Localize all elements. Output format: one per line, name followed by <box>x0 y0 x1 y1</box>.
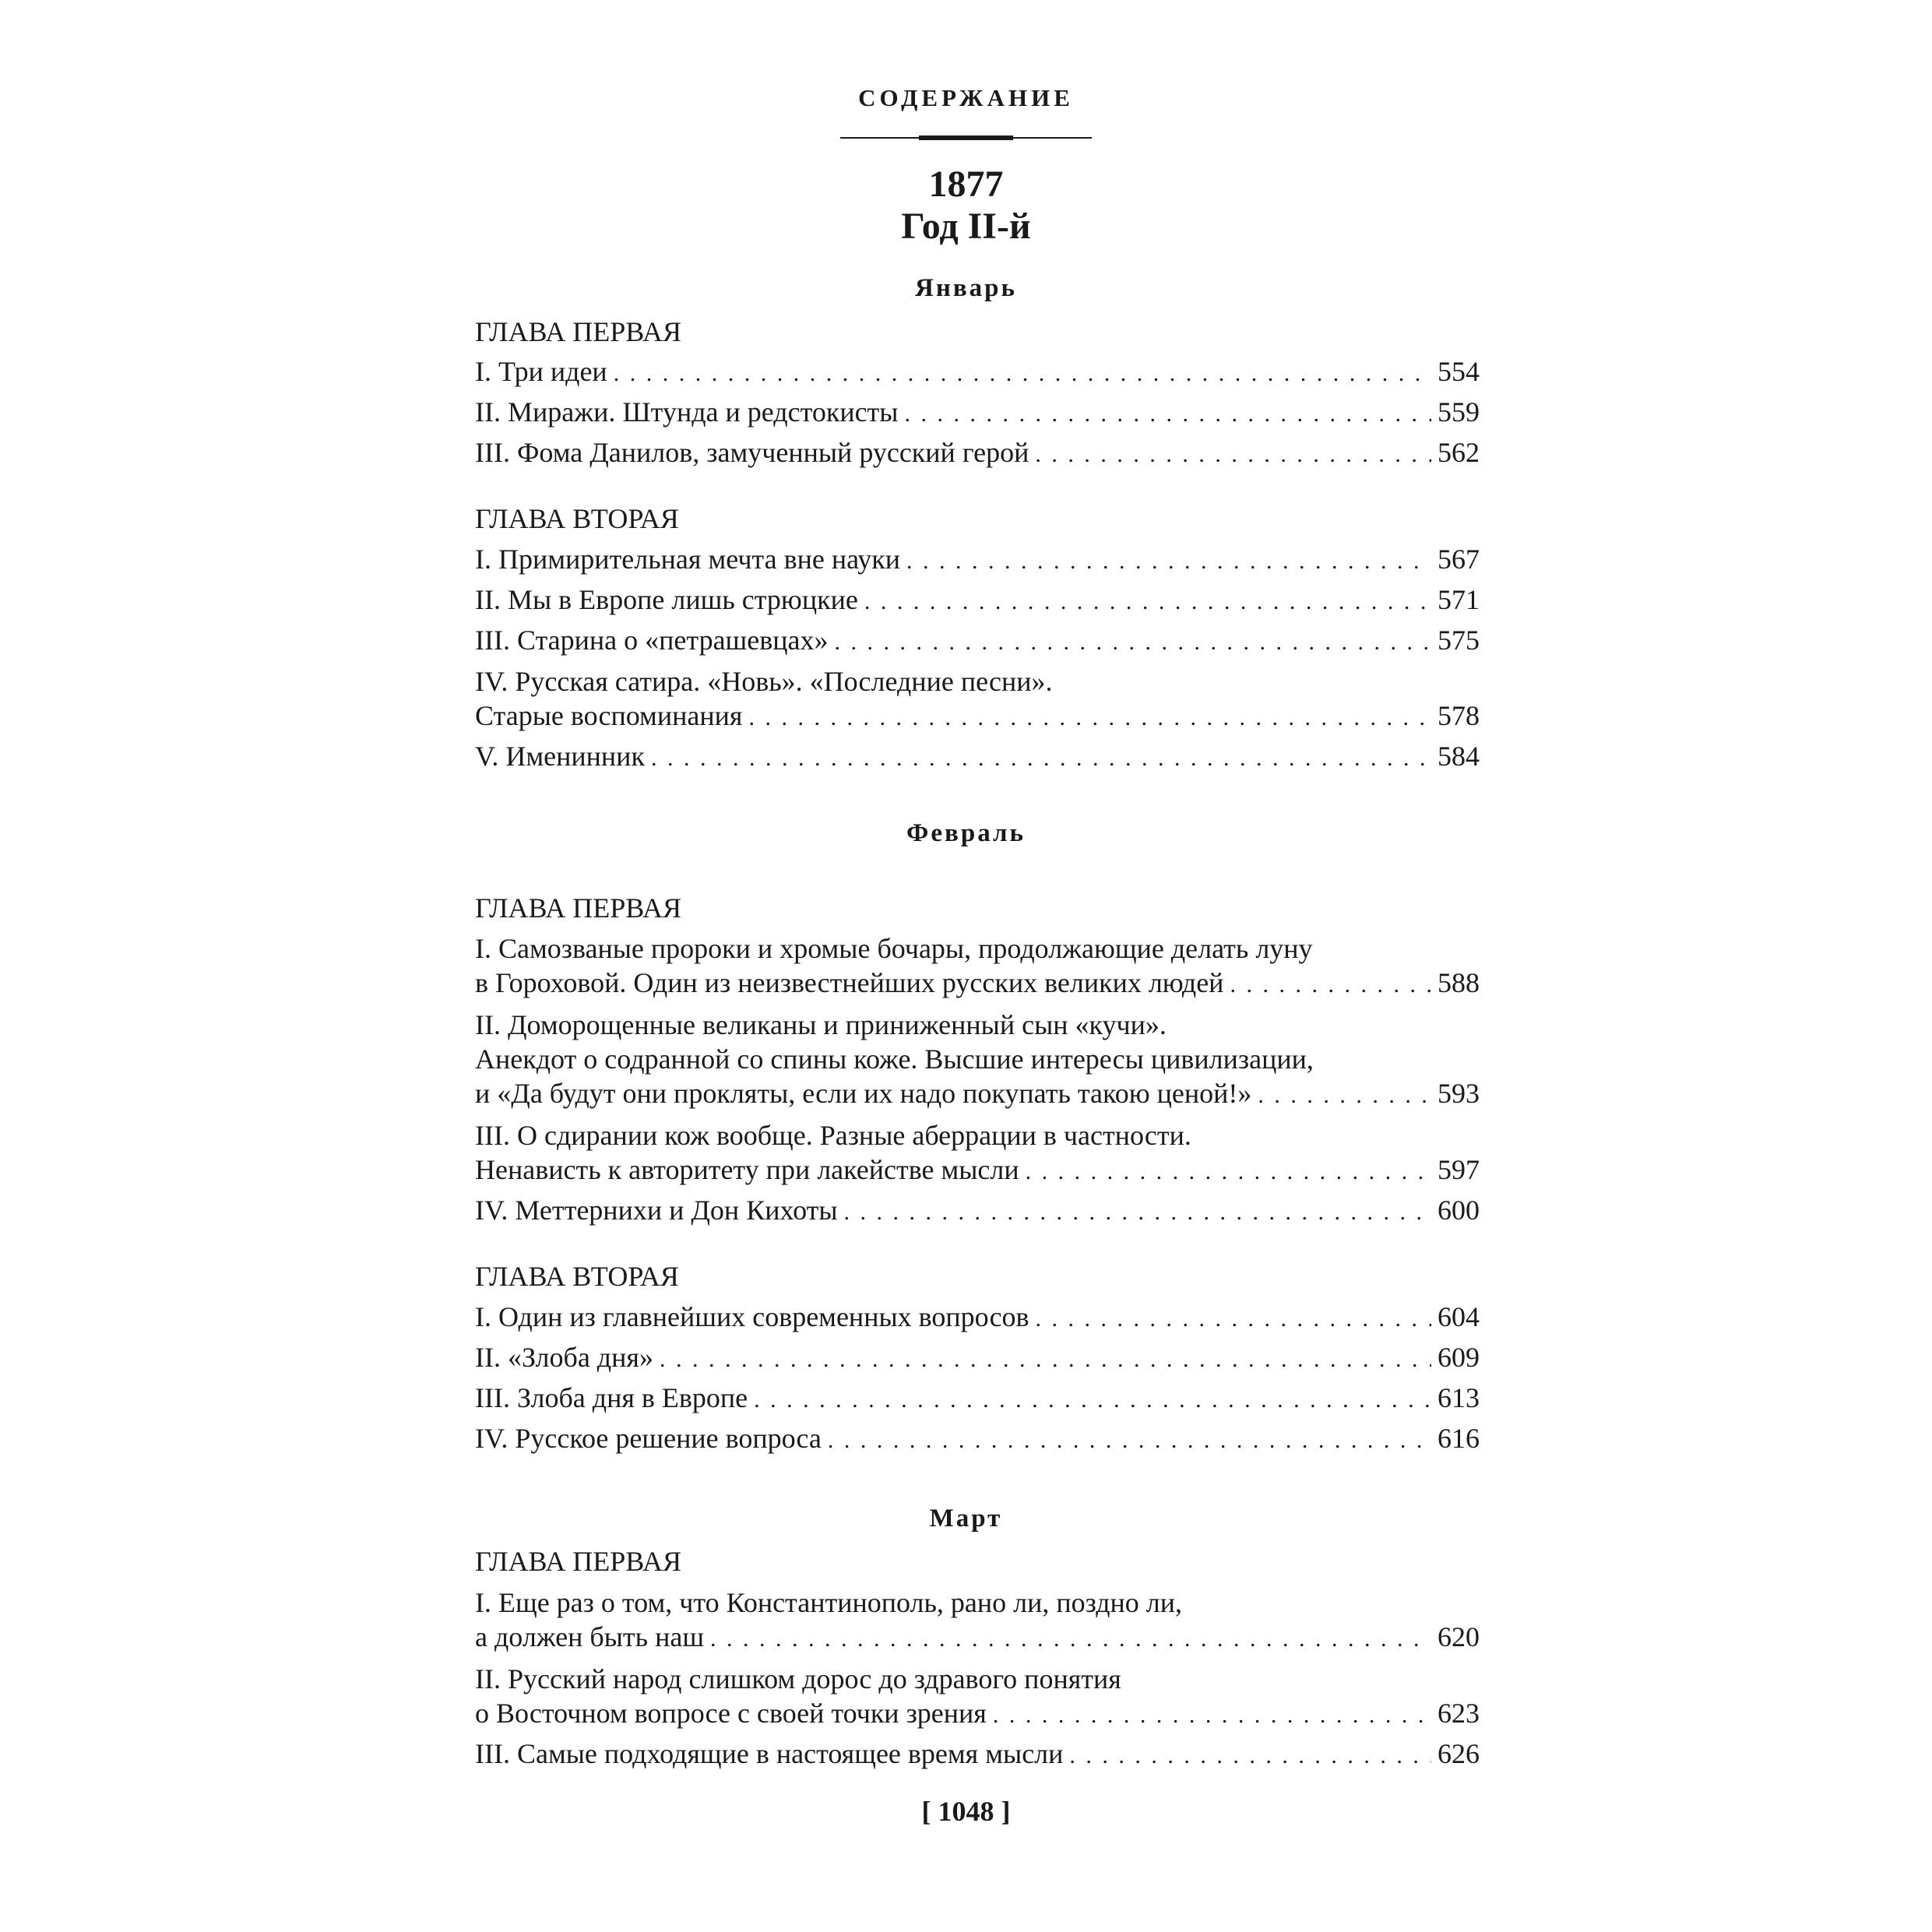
toc-entry[interactable] <box>475 1421 1480 1458</box>
year-subtitle: Год II-й <box>901 206 1031 247</box>
dot-leader <box>864 585 1431 619</box>
toc-entry-lead: I. Еще раз о том, что Константинополь, рано ли, поздно ли, <box>475 1587 1183 1618</box>
toc-entry-lead: II. Русский народ слишком дорос до здравого понятия <box>475 1663 1121 1694</box>
toc-entry-page: 604 <box>1438 1301 1480 1332</box>
month-february: Февраль <box>906 819 1026 847</box>
toc-entry-title: II. Мы в Европе лишь стрюцкие <box>475 584 858 615</box>
dot-leader <box>660 1343 1431 1377</box>
toc-entry-page: 613 <box>1438 1382 1480 1413</box>
toc-entry-title: IV. Русское решение вопроса <box>475 1423 822 1454</box>
toc-entry-title: III. Фома Данилов, замученный русский герой <box>475 437 1029 468</box>
toc-entry-page: 593 <box>1438 1078 1480 1109</box>
toc-entry-lead: I. Самозваные пророки и хромые бочары, продолжающие делать луну <box>475 933 1313 964</box>
month-march: Март <box>929 1504 1003 1533</box>
toc-entry[interactable] <box>475 1737 1480 1773</box>
toc-entry-page: 626 <box>1438 1738 1480 1769</box>
toc-entry[interactable] <box>475 1340 1480 1377</box>
toc-entry-title: III. Самые подходящие в настоящее время мысли <box>475 1738 1064 1769</box>
toc-entry-title: III. Старина о «петрашевцах» <box>475 625 829 656</box>
toc-entry-page: 575 <box>1438 625 1480 656</box>
toc-entry-title: и «Да будут они прокляты, если их надо покупать такою ценой!» <box>475 1078 1252 1109</box>
dot-leader <box>1258 1079 1431 1113</box>
toc-entry-page: 623 <box>1438 1698 1480 1729</box>
page-header <box>0 84 1932 139</box>
toc-entry-lead: II. Доморощенные великаны и приниженный сын «кучи». <box>475 1009 1167 1040</box>
toc-entry-title: о Восточном вопросе с своей точки зрения <box>475 1698 987 1729</box>
toc-entry-lead: III. О сдирании кож вообще. Разные аберрации в частности. <box>475 1120 1191 1151</box>
toc-entry-title: I. Примирительная мечта вне науки <box>475 544 900 575</box>
toc-entry[interactable] <box>475 1300 1480 1336</box>
month-january: Январь <box>915 274 1017 302</box>
toc-entry-title: в Гороховой. Один из неизвестнейших русских великих людей <box>475 967 1224 998</box>
toc-entry[interactable] <box>475 354 1480 391</box>
chapter-heading: ГЛАВА ПЕРВАЯ <box>475 316 682 347</box>
dot-leader <box>614 357 1431 391</box>
toc-entry[interactable] <box>475 435 1480 472</box>
dot-leader <box>835 625 1432 660</box>
dot-leader <box>710 1622 1431 1656</box>
dot-leader <box>748 701 1431 735</box>
dot-leader <box>651 741 1431 776</box>
toc-entry-title: Старые воспоминания <box>475 700 743 731</box>
toc-entry[interactable] <box>475 1620 1480 1656</box>
toc-entry[interactable] <box>475 966 1480 1002</box>
toc-entry-title: II. «Злоба дня» <box>475 1342 653 1373</box>
dot-leader <box>754 1383 1431 1417</box>
toc-entry-page: 597 <box>1438 1154 1480 1185</box>
contents-title: СОДЕРЖАНИЕ <box>858 84 1074 111</box>
toc-entry[interactable] <box>475 699 1480 735</box>
toc-entry-lead: IV. Русская сатира. «Новь». «Последние песни». <box>475 666 1053 697</box>
toc-entry[interactable] <box>475 739 1480 776</box>
chapter-heading: ГЛАВА ПЕРВАЯ <box>475 1546 682 1577</box>
toc-entry[interactable] <box>475 623 1480 660</box>
year-number: 1877 <box>928 164 1004 205</box>
dot-leader <box>1230 968 1431 1002</box>
toc-entry-title: а должен быть наш <box>475 1621 705 1652</box>
dot-leader <box>1035 438 1431 472</box>
toc-entry-page: 584 <box>1438 741 1480 772</box>
chapter-heading: ГЛАВА ВТОРАЯ <box>475 503 679 534</box>
toc-entry-page: 578 <box>1438 700 1480 731</box>
toc-entry[interactable] <box>475 582 1480 619</box>
page-number: [ 1048 ] <box>921 1796 1011 1827</box>
toc-entry[interactable] <box>475 1381 1480 1417</box>
toc-entry-page: 620 <box>1438 1621 1480 1652</box>
toc-entry-title: III. Злоба дня в Европе <box>475 1382 748 1413</box>
toc-entry-page: 609 <box>1438 1342 1480 1373</box>
toc-entry-page: 554 <box>1438 356 1480 387</box>
dot-leader <box>1036 1302 1431 1336</box>
toc-entry-page: 571 <box>1438 584 1480 615</box>
toc-entry-page: 567 <box>1438 544 1480 575</box>
toc-entry-page: 562 <box>1438 437 1480 468</box>
toc-entry-title: IV. Меттернихи и Дон Кихоты <box>475 1195 838 1226</box>
toc-entry[interactable] <box>475 542 1480 579</box>
toc-entry-page: 616 <box>1438 1423 1480 1454</box>
dot-leader <box>828 1423 1431 1458</box>
toc-entry-page: 588 <box>1438 967 1480 998</box>
toc-entry[interactable] <box>475 1153 1480 1189</box>
toc-entry-lead: Анекдот о содранной со спины коже. Высшие интересы цивилизации, <box>475 1043 1314 1075</box>
toc-entry-title: I. Один из главнейших современных вопросов <box>475 1301 1029 1332</box>
year-heading <box>0 164 1932 248</box>
toc-entry-title: II. Миражи. Штунда и редстокисты <box>475 396 899 428</box>
toc-entry-title: I. Три идеи <box>475 356 607 387</box>
toc-entry-page: 600 <box>1438 1195 1480 1226</box>
toc-entry[interactable] <box>475 1076 1480 1113</box>
header-rule <box>840 137 1092 139</box>
dot-leader <box>1026 1155 1431 1189</box>
toc-entry[interactable] <box>475 395 1480 431</box>
dot-leader <box>844 1195 1431 1230</box>
toc-entry-page: 559 <box>1438 396 1480 428</box>
toc-entry[interactable] <box>475 1193 1480 1230</box>
dot-leader <box>993 1698 1431 1733</box>
chapter-heading: ГЛАВА ВТОРАЯ <box>475 1261 679 1292</box>
toc-entry-title: V. Именинник <box>475 741 645 772</box>
dot-leader <box>904 397 1431 431</box>
toc-entry[interactable] <box>475 1696 1480 1733</box>
chapter-heading: ГЛАВА ПЕРВАЯ <box>475 892 682 924</box>
dot-leader <box>906 544 1431 579</box>
dot-leader <box>1069 1739 1431 1773</box>
toc-entry-title: Ненависть к авторитету при лакействе мысли <box>475 1154 1019 1185</box>
